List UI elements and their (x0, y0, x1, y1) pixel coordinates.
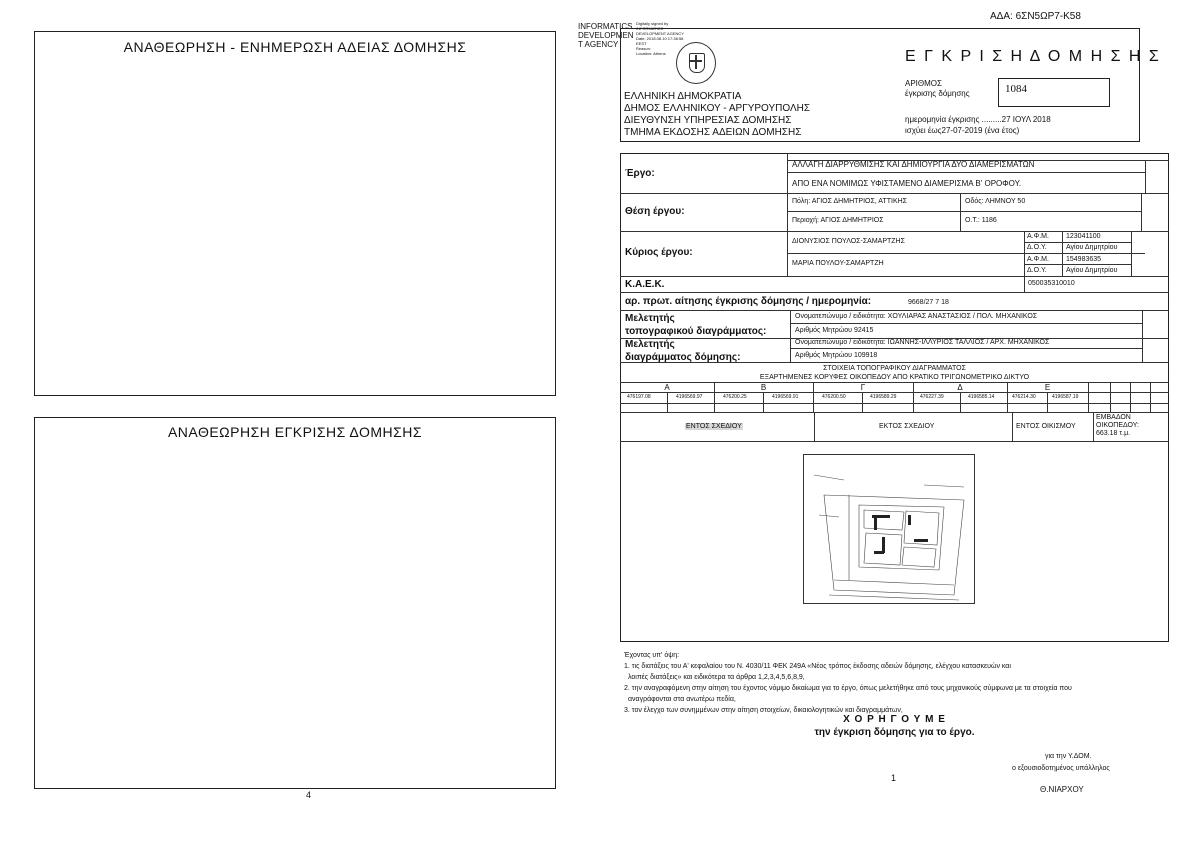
build-engineer-label: Μελετητής διαγράμματος δόμησης: (625, 339, 741, 363)
topo-engineer-name: Ονοματεπώνυμο / ειδικότητα: ΧΟΥΛΙΑΡΑΣ ΑΝΑΣΤΑΣΙΟΣ / ΠΟΛ. ΜΗΧΑΝΙΚΟΣ (795, 313, 1038, 320)
coord-a-x: 476197.08 (627, 394, 651, 400)
topo-heading-1: ΣΤΟΙΧΕΙΑ ΤΟΠΟΓΡΑΦΙΚΟΥ ΔΙΑΓΡΑΜΜΑΤΟΣ (823, 365, 966, 372)
vertex-a: Α (664, 383, 670, 392)
location-ot: Ο.Τ.: 1186 (965, 217, 997, 224)
doy-value-2: Αγίου Δημητρίου (1066, 267, 1118, 274)
afm-label-1: Α.Φ.Μ. (1027, 233, 1049, 240)
doy-value-1: Αγίου Δημητρίου (1066, 244, 1118, 251)
zone-inside-settlement: ΕΝΤΟΣ ΟΙΚΙΣΜΟΥ (1016, 423, 1076, 430)
afm-value-2: 154983635 (1066, 256, 1102, 263)
topo-engineer-reg: Αριθμός Μητρώου 92415 (795, 327, 874, 334)
revision-update-title: ΑΝΑΘΕΩΡΗΣΗ - ΕΝΗΜΕΡΩΣΗ ΑΔΕΙΑΣ ΔΟΜΗΣΗΣ (123, 39, 467, 55)
kaek-label: Κ.Α.Ε.Κ. (625, 279, 665, 290)
zone-outside-plan: ΕΚΤΟΣ ΣΧΕΔΙΟΥ (879, 423, 935, 430)
project-label: Έργο: (625, 168, 655, 179)
coord-c-y: 4196589.29 (870, 394, 897, 400)
owner-label: Κύριος έργου: (625, 247, 693, 258)
owner-name-2: ΜΑΡΙΑ ΠΟΥΛΟΥ-ΣΑΜΑΡΤΖΗ (792, 260, 884, 267)
signature-for: για την Υ.ΔΟΜ. (1045, 753, 1092, 760)
considerations: Έχοντας υπ' όψη: 1. τις διατάξεις του Α' κεφαλαίου του Ν. 4030/11 ΦΕΚ 249Α «Νέος τρόπος έκδοσης αδειών δόμησης, ελέγχου κατασκευών και λοιπές διατάξεις» και ειδικότερα τα άρθρα 1,2,3,4,5,6,8,9, 2. την αναγραφόμενη στην αίτηση του έχοντος νόμιμο δικαίωμα για το έργο, όπως μελετήθηκε από τους μηχανικούς σύμφωνα με τα στοιχεία που αναγράφονται στα ανωτέρω πεδία, 3. τον έλεγχο των συνημμένων στην αίτηση στοιχείων, δικαιολογητικών και διαγραμμάτων, (624, 652, 1072, 714)
issue-date: ημερομηνία έγκρισης .........27 ΙΟΥΛ 2018 (905, 115, 1051, 124)
project-line2: ΑΠΟ ΕΝΑ ΝΟΜΙΜΩΣ ΥΦΙΣΤΑΜΕΝΟ ΔΙΑΜΕΡΙΣΜΑ Β' ΟΡΟΦΟΥ. (792, 179, 1022, 188)
document-title: Ε Γ Κ Ρ Ι Σ Η Δ Ο Μ Η Σ Η Σ (905, 48, 1161, 65)
revision-approval-box (34, 417, 556, 789)
coord-b-x: 476200.25 (723, 394, 747, 400)
coord-a-y: 4196569.97 (676, 394, 703, 400)
topo-heading-2: ΕΞΑΡΤΗΜΕΝΕΣ ΚΟΡΥΦΕΣ ΟΙΚΟΠΕΔΟΥ ΑΠΟ ΚΡΑΤΙΚΟ ΤΡΙΓΩΝΟΜΕΤΡΙΚΟ ΔΙΚΤΥΟ (759, 374, 1030, 381)
signature-agency: INFORMATICS DEVELOPMEN T AGENCY (578, 22, 634, 49)
location-city: Πόλη: ΑΓΙΟΣ ΔΗΜΗΤΡΙΟΣ, ΑΤΤΙΚΗΣ (792, 198, 907, 205)
application-value: 9668/27 7 18 (908, 299, 949, 306)
build-engineer-reg: Αριθμός Μητρώου 109918 (795, 352, 878, 359)
location-street: Οδός: ΛΗΜΝΟΥ 50 (965, 198, 1026, 205)
vertex-d: Δ (957, 383, 963, 392)
coord-d-y: 4196585.14 (968, 394, 995, 400)
grant-title: Χ Ο Ρ Η Γ Ο Υ Μ Ε (843, 714, 946, 725)
signer-name: Θ.ΝΙΑΡΧΟΥ (1040, 785, 1084, 794)
coord-e-y: 4196587.19 (1052, 394, 1079, 400)
ada-number: ΑΔΑ: 6ΣΝ5ΩΡ7-Κ58 (990, 11, 1081, 22)
topo-engineer-label: Μελετητής τοπογραφικού διαγράμματος: (625, 313, 767, 337)
vertex-b: Β (760, 383, 767, 392)
location-label: Θέση έργου: (625, 206, 685, 217)
revision-approval-title: ΑΝΑΘΕΩΡΗΣΗ ΕΓΚΡΙΣΗΣ ΔΟΜΗΣΗΣ (167, 424, 423, 440)
afm-label-2: Α.Φ.Μ. (1027, 256, 1049, 263)
project-line1: ΑΛΛΑΓΗ ΔΙΑΡΡΥΘΜΙΣΗΣ ΚΑΙ ΔΗΜΙΟΥΡΓΙΑ ΔΥΟ ΔΙΑΜΕΡΙΣΜΑΤΩΝ (792, 160, 1035, 169)
build-engineer-name: Ονοματεπώνυμο / ειδικότητα: ΙΩΑΝΝΗΣ-ΙΛΛΥΡΙΟΣ ΤΑΛΛΙΟΣ / ΑΡΧ. ΜΗΧΑΝΙΚΟΣ (795, 339, 1050, 346)
vertex-e: Ε (1044, 383, 1051, 392)
page-number-left: 4 (306, 790, 312, 800)
doy-label-2: Δ.Ο.Υ. (1027, 267, 1047, 274)
coord-d-x: 476227.39 (920, 394, 944, 400)
valid-until: ισχύει έως27-07-2019 (ένα έτος) (905, 126, 1020, 135)
doy-label-1: Δ.Ο.Υ. (1027, 244, 1047, 251)
authority-block: ΕΛΛΗΝΙΚΗ ΔΗΜΟΚΡΑΤΙΑ ΔΗΜΟΣ ΕΛΛΗΝΙΚΟΥ - ΑΡΓΥΡΟΥΠΟΛΗΣ ΔΙΕΥΘΥΝΣΗ ΥΠΗΡΕΣΙΑΣ ΔΟΜΗΣΗΣ ΤΜΗΜΑ ΕΚΔΟΣΗΣ ΑΔΕΙΩΝ ΔΟΜΗΣΗΣ (624, 91, 811, 138)
coord-c-x: 476200.50 (822, 394, 846, 400)
zone-inside-plan: ΕΝΤΟΣ ΣΧΕΔΙΟΥ (686, 423, 742, 430)
grant-subtitle: την έγκριση δόμησης για το έργο. (814, 727, 975, 738)
owner-name-1: ΔΙΟΝΥΣΙΟΣ ΠΟΥΛΟΣ-ΣΑΜΑΡΤΖΗΣ (792, 238, 905, 245)
site-plan-svg (804, 455, 974, 603)
greek-emblem-icon (676, 42, 716, 84)
revision-update-box (34, 31, 556, 396)
coord-e-x: 476214.30 (1012, 394, 1036, 400)
kaek-value: 050035310010 (1028, 280, 1075, 287)
location-area: Περιοχή: ΑΓΙΟΣ ΔΗΜΗΤΡΙΟΣ (792, 217, 884, 224)
signature-details: Digitally signed by INFORMATICS DEVELOPMENT AGENCY Date: 2018.08.10 17:38:58 EEST Reason: Location: Athens (636, 21, 684, 56)
signature-role: ο εξουσιοδοτημένος υπάλληλος (1012, 765, 1110, 772)
afm-value-1: 123041100 (1066, 233, 1101, 240)
approval-number: 1084 (998, 78, 1110, 107)
site-plan-drawing (803, 454, 975, 604)
vertex-c: Γ (860, 383, 866, 392)
application-label: αρ. πρωτ. αίτησης έγκρισης δόμησης / ημερομηνία: (625, 296, 872, 307)
number-label: ΑΡΙΘΜΟΣ έγκρισης δόμησης (905, 79, 970, 98)
plot-area: ΕΜΒΑΔΟΝ ΟΙΚΟΠΕΔΟΥ: 663.18 τ.μ. (1096, 414, 1139, 437)
page-number-right: 1 (891, 773, 897, 783)
coord-b-y: 4196569.91 (772, 394, 799, 400)
